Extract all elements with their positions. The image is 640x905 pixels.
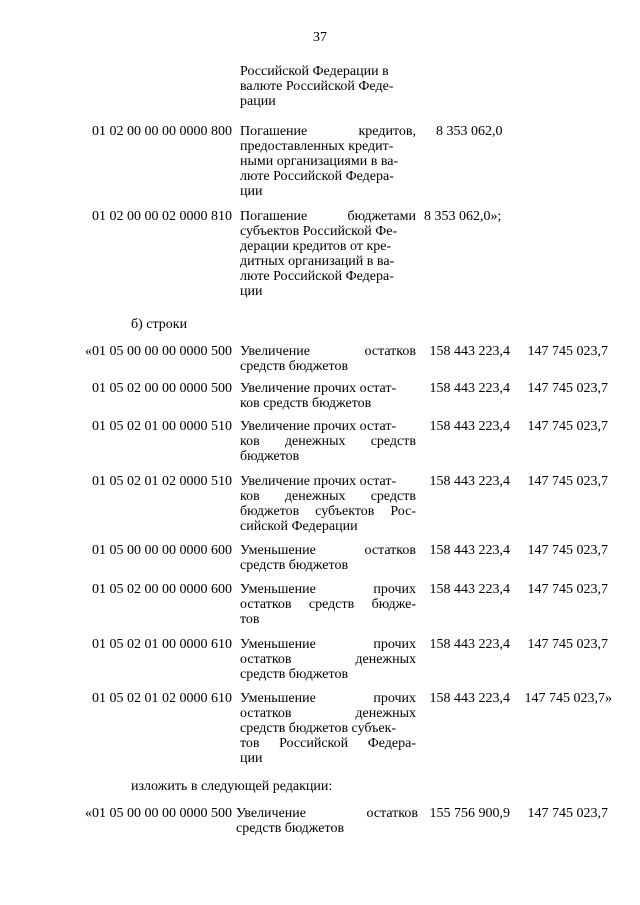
- description-line: Уменьшение прочих: [240, 582, 416, 597]
- amount-value-1: 158 443 223,4: [429, 419, 510, 434]
- budget-code: 01 02 00 00 02 0000 810: [92, 209, 232, 224]
- amount-value-1: 158 443 223,4: [429, 381, 510, 396]
- description-line: тов Российской Федера-: [240, 736, 416, 751]
- description-line: дерации кредитов от кре-: [240, 239, 392, 254]
- amount-value-2: 147 745 023,7: [527, 806, 608, 821]
- description-line: средств бюджетов: [240, 359, 349, 374]
- budget-code: 01 05 02 00 00 0000 500: [92, 381, 232, 396]
- amount-value-1: 158 443 223,4: [429, 474, 510, 489]
- row-description: [240, 637, 416, 682]
- amount-value-1: 158 443 223,4: [429, 582, 510, 597]
- amount-value-2: 147 745 023,7: [527, 582, 608, 597]
- description-line: бюджетов субъектов Рос-: [240, 504, 416, 519]
- description-line: субъектов Российской Фе-: [240, 224, 398, 239]
- amount-value-2: 147 745 023,7: [527, 419, 608, 434]
- description-line: ными организациями в ва-: [240, 154, 399, 169]
- amount-value: 8 353 062,0»;: [424, 209, 502, 224]
- page-number: 37: [313, 30, 327, 45]
- description-line: Российской Федерации в: [240, 64, 389, 79]
- description-line: тов: [240, 612, 260, 627]
- row-description: [240, 691, 416, 766]
- budget-code: 01 05 02 01 02 0000 510: [92, 474, 232, 489]
- row-description: [240, 543, 416, 573]
- description-line: Уменьшение остатков: [240, 543, 416, 558]
- budget-code: 01 02 00 00 00 0000 800: [92, 124, 232, 139]
- description-line: остатков средств бюдже-: [240, 597, 416, 612]
- description-line: Увеличение прочих остат-: [240, 381, 397, 396]
- description-line: люте Российской Федера-: [240, 269, 394, 284]
- description-line: ции: [240, 184, 263, 199]
- description-line: ков средств бюджетов: [240, 396, 372, 411]
- amount-value-1: 158 443 223,4: [429, 344, 510, 359]
- description-line: остатков денежных: [240, 652, 416, 667]
- description-line: предоставленных кредит-: [240, 139, 394, 154]
- budget-code: 01 05 00 00 00 0000 600: [92, 543, 232, 558]
- description-line: ции: [240, 751, 263, 766]
- amount-value-2: 147 745 023,7: [527, 344, 608, 359]
- row-description: [240, 381, 416, 411]
- description-line: Увеличение прочих остат-: [240, 474, 397, 489]
- description-line: ков денежных средств: [240, 434, 416, 449]
- description-line: сийской Федерации: [240, 519, 358, 534]
- continued-description: [240, 64, 416, 109]
- amount-value-1: 158 443 223,4: [429, 691, 510, 706]
- budget-code: 01 05 02 01 00 0000 610: [92, 637, 232, 652]
- description-line: дитных организаций в ва-: [240, 254, 395, 269]
- description-line: остатков денежных: [240, 706, 416, 721]
- amount-value: 8 353 062,0: [436, 124, 503, 139]
- row-description: [236, 806, 418, 836]
- amount-value-1: 158 443 223,4: [429, 543, 510, 558]
- row-description: [240, 582, 416, 627]
- description-line: ков денежных средств: [240, 489, 416, 504]
- description-line: средств бюджетов: [236, 821, 345, 836]
- amount-value-2: 147 745 023,7: [527, 474, 608, 489]
- row-description: [240, 474, 416, 534]
- section-b-label: б) строки: [131, 317, 188, 332]
- description-line: рации: [240, 94, 276, 109]
- description-line: ции: [240, 284, 263, 299]
- description-line: Погашение кредитов,: [240, 124, 416, 139]
- description-line: Увеличение остатков: [236, 806, 418, 821]
- row-description: [240, 124, 416, 199]
- budget-code: 01 05 02 01 00 0000 510: [92, 419, 232, 434]
- row-description: [240, 344, 416, 374]
- amount-value-2: 147 745 023,7: [527, 381, 608, 396]
- description-line: средств бюджетов субъек-: [240, 721, 397, 736]
- budget-code: 01 05 02 01 02 0000 610: [92, 691, 232, 706]
- description-line: люте Российской Федера-: [240, 169, 394, 184]
- description-line: Уменьшение прочих: [240, 691, 416, 706]
- description-line: Погашение бюджетами: [240, 209, 416, 224]
- description-line: Увеличение прочих остат-: [240, 419, 397, 434]
- description-line: средств бюджетов: [240, 558, 349, 573]
- redaction-label: изложить в следующей редакции:: [131, 779, 333, 794]
- budget-code: «01 05 00 00 00 0000 500: [85, 344, 232, 359]
- amount-value-2: 147 745 023,7»: [524, 691, 612, 706]
- amount-value-2: 147 745 023,7: [527, 543, 608, 558]
- amount-value-1: 155 756 900,9: [429, 806, 510, 821]
- description-line: средств бюджетов: [240, 667, 349, 682]
- row-description: [240, 209, 416, 299]
- description-line: валюте Российской Феде-: [240, 79, 394, 94]
- description-line: бюджетов: [240, 449, 300, 464]
- amount-value-1: 158 443 223,4: [429, 637, 510, 652]
- budget-code: «01 05 00 00 00 0000 500: [85, 806, 232, 821]
- description-line: Уменьшение прочих: [240, 637, 416, 652]
- amount-value-2: 147 745 023,7: [527, 637, 608, 652]
- row-description: [240, 419, 416, 464]
- description-line: Увеличение остатков: [240, 344, 416, 359]
- budget-code: 01 05 02 00 00 0000 600: [92, 582, 232, 597]
